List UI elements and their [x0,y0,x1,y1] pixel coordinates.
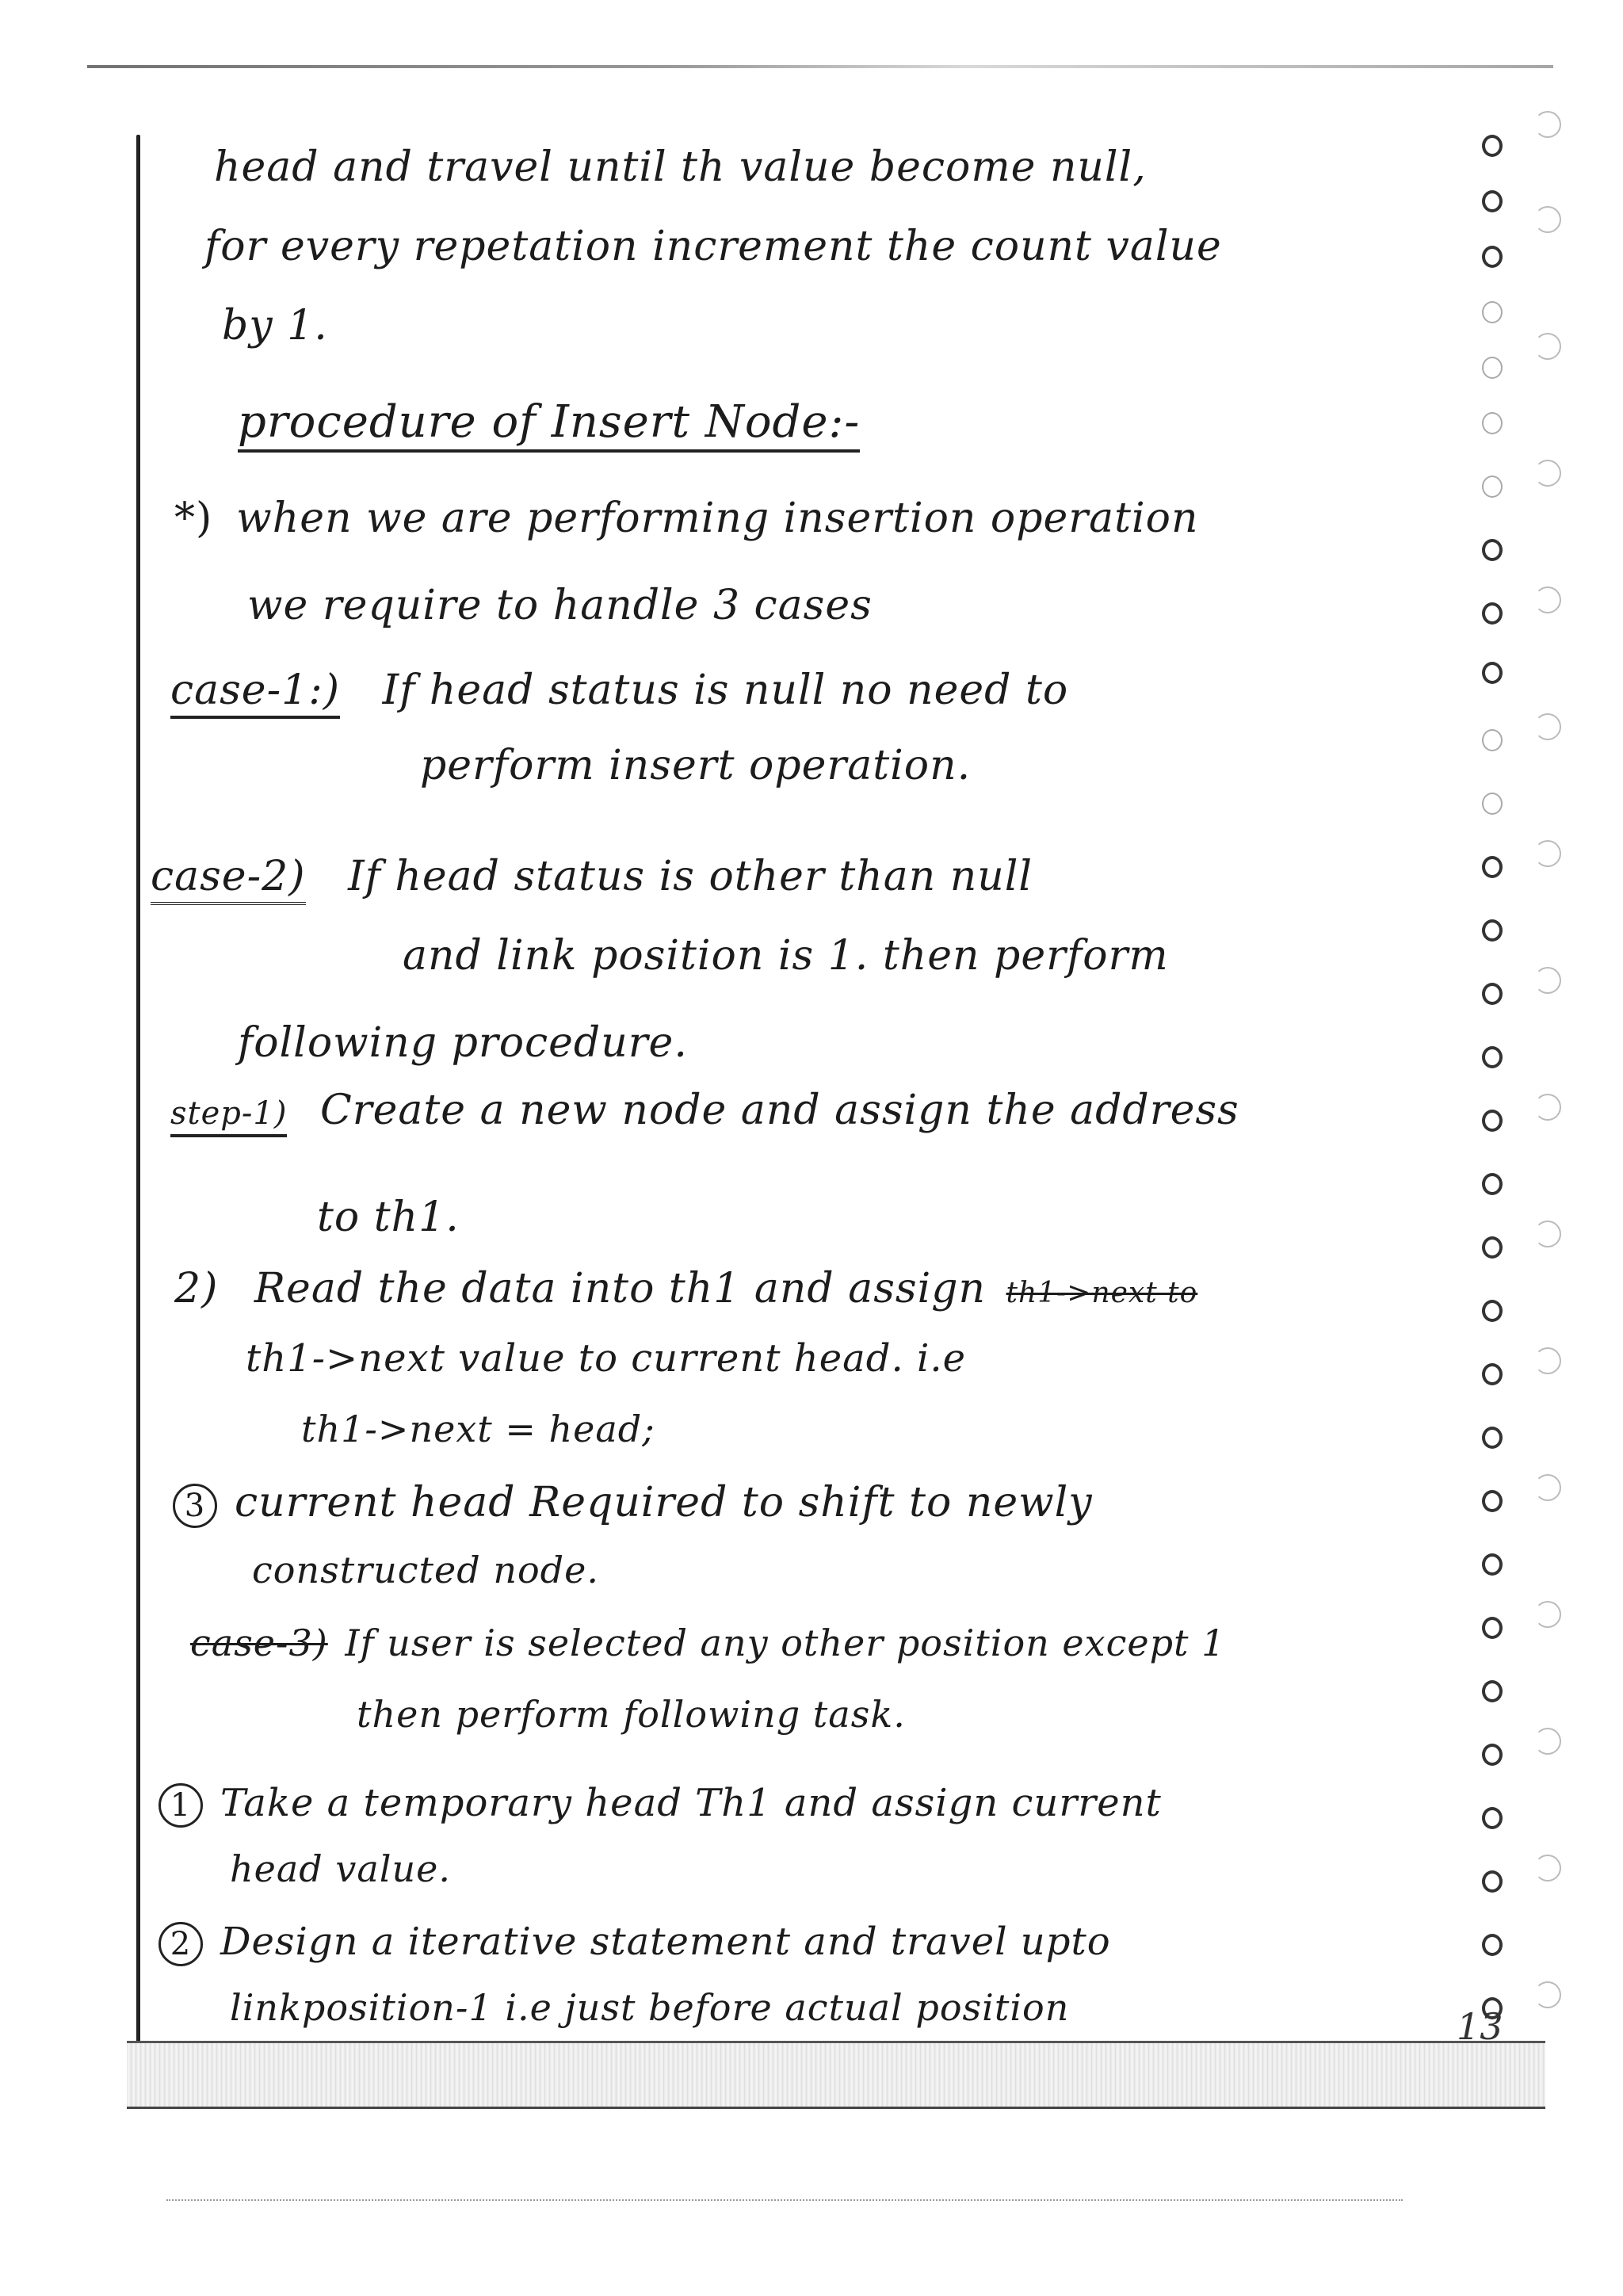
step-1-label: step-1) [170,1098,287,1137]
binding-curl [1534,1601,1561,1628]
case-3-text: If user is selected any other position except 1 [345,1622,1226,1664]
case-1-text: If head status is null no need to [382,667,1069,714]
binding-hole [1482,983,1503,1005]
binding-curl [1534,1347,1561,1374]
text-line [174,495,1199,542]
binding-hole [1482,476,1503,498]
bullet-symbol: *) [174,495,213,542]
binding-curl [1534,1474,1561,1501]
binding-hole [1482,357,1503,379]
case-3 [190,1622,1226,1664]
step-2 [174,1265,1198,1312]
binding-curl [1534,1221,1561,1247]
text-line: we require to handle 3 cases [247,582,873,629]
page-number: 13 [1457,2005,1503,2048]
text-line: by 1. [222,302,328,350]
binding-hole [1482,1173,1503,1195]
binding-curl [1534,586,1561,613]
binding-hole [1482,602,1503,625]
item-1 [158,1783,1162,1828]
binding-hole [1482,1236,1503,1259]
text-line: th1->next value to current head. i.e [246,1336,966,1381]
step-1 [170,1087,1239,1137]
text-line: perform insert operation. [420,742,972,789]
binding-hole [1482,135,1503,157]
text-line: head and travel until th value become null, [214,143,1147,191]
binding-hole [1482,729,1503,751]
page-bottom-edge [166,2199,1403,2203]
binding-curl [1534,1728,1561,1755]
binding-curl [1534,1855,1561,1881]
code-line: th1->next = head; [301,1408,655,1450]
binding-curl [1534,840,1561,867]
binding-hole [1482,1934,1503,1956]
binding-hole [1482,1110,1503,1132]
binding-curls [1529,95,1577,2061]
page-top-edge [87,65,1553,68]
binding-hole [1482,1490,1503,1512]
binding-hole [1482,1363,1503,1385]
binding-hole [1482,190,1503,212]
binding-curl [1534,967,1561,994]
item-1-text: Take a temporary head Th1 and assign current [220,1781,1162,1825]
step-3-text: current head Required to shift to newly [235,1479,1093,1526]
binding-curl [1534,206,1561,233]
item-2-text: Design a iterative statement and travel upto [220,1920,1111,1964]
struck-text: th1->next to [1006,1277,1198,1309]
binding-hole [1482,919,1503,942]
binding-hole [1482,1870,1503,1893]
binding-hole [1482,1744,1503,1766]
text-line: for every repetation increment the count value [204,223,1222,270]
binding-curl [1534,460,1561,487]
binding-hole [1482,539,1503,561]
binding-curl [1534,333,1561,360]
case-1 [170,667,1069,719]
binding-hole [1482,1300,1503,1322]
binding-hole [1482,412,1503,434]
margin-rule [136,135,140,2045]
text-line: constructed node. [252,1549,599,1591]
binding-hole [1482,246,1503,268]
item-2-label: 2 [158,1922,203,1966]
text-line: following procedure. [238,1019,688,1067]
text-line: head value. [230,1847,451,1890]
binding-hole [1482,1617,1503,1639]
text-line: linkposition-1 i.e just before actual position [230,1986,1070,2029]
binding-curl [1534,1981,1561,2008]
step-1-text: Create a new node and assign the address [319,1087,1239,1134]
binding-holes [1474,127,1529,2037]
step-3 [173,1479,1093,1528]
page-bottom-band [127,2041,1545,2109]
binding-hole [1482,1553,1503,1576]
step-3-label: 3 [173,1484,217,1528]
item-2 [158,1922,1111,1966]
binding-hole [1482,301,1503,323]
case-1-label: case-1:) [170,670,340,719]
item-1-label: 1 [158,1783,203,1828]
case-2-text: If head status is other than null [348,853,1033,900]
section-heading: procedure of Insert Node:- [238,400,860,453]
bullet-text: when we are performing insertion operation [236,495,1199,542]
case-2-label: case-2) [151,856,306,905]
binding-hole [1482,793,1503,815]
text-line: and link position is 1. then perform [403,932,1169,980]
step-2-label: 2) [174,1265,219,1312]
binding-hole [1482,1427,1503,1449]
text-line: to th1. [317,1194,460,1241]
binding-curl [1534,1094,1561,1121]
case-3-label: case-3) [190,1622,328,1664]
binding-hole [1482,1680,1503,1702]
step-2-text: Read the data into th1 and assign [254,1265,986,1312]
text-line: then perform following task. [357,1693,906,1736]
binding-hole [1482,1807,1503,1829]
binding-hole [1482,856,1503,878]
binding-hole [1482,1046,1503,1068]
binding-hole [1482,662,1503,684]
case-2 [151,853,1033,905]
binding-curl [1534,713,1561,740]
binding-curl [1534,111,1561,138]
